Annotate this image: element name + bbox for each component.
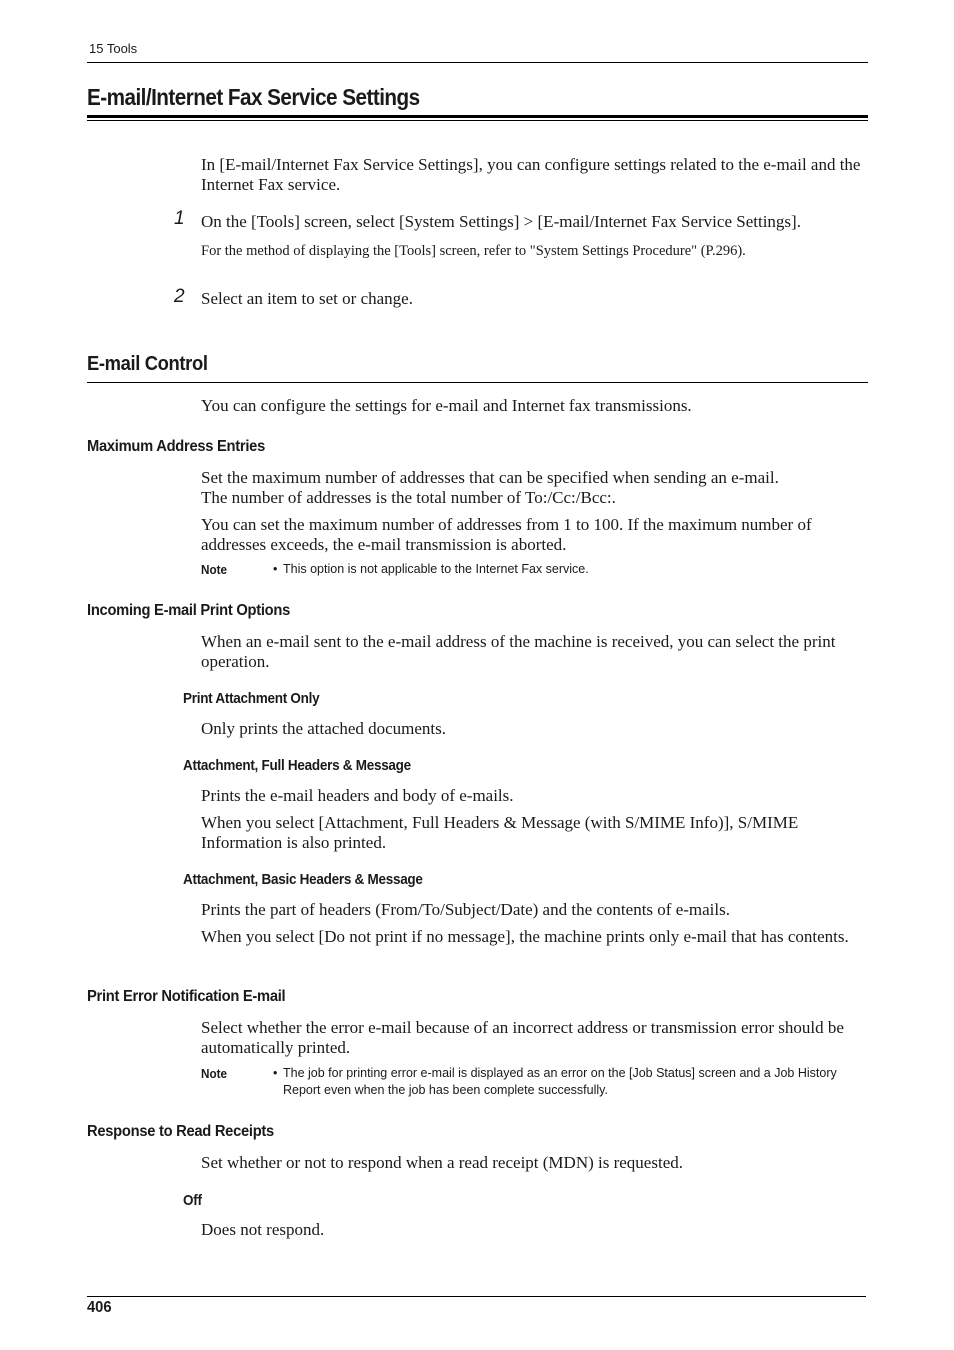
paragraph: Does not respond. [201,1220,325,1239]
section-divider [87,382,868,383]
step-number: 2 [174,286,185,307]
option-title: Attachment, Full Headers & Message [183,757,411,774]
paragraph: When you select [Attachment, Full Headers & Message (with S/MIME Info)], S/MIME Information is also printed. [201,813,799,852]
option-title: Off [183,1192,202,1209]
intro-paragraph: In [E-mail/Internet Fax Service Settings], you can configure settings related to the e-mail and the Internet Fax service. [201,155,861,194]
note-label: Note [201,562,228,577]
header-divider [87,62,868,63]
title-rule-thick [87,115,868,118]
paragraph: Prints the part of headers (From/To/Subject/Date) and the contents of e-mails. [201,900,730,919]
note-text [273,561,863,578]
note-line: This option is not applicable to the Internet Fax service. [283,562,589,576]
step-subtext: For the method of displaying the [Tools] screen, refer to "System Settings Procedure" (P.296). [201,243,746,259]
section-title: E-mail Control [87,353,208,375]
note-line: The job for printing error e-mail is displayed as an error on the [Job Status] screen and a Job History [283,1066,837,1080]
paragraph: Only prints the attached documents. [201,719,447,738]
page-number: 406 [87,1299,112,1316]
running-header: 15 Tools [89,41,138,56]
subsection-title: Response to Read Receipts [87,1123,274,1140]
step-number: 1 [174,208,185,229]
subsection-title: Print Error Notification E-mail [87,988,286,1005]
paragraph: You can set the maximum number of addresses from 1 to 100. If the maximum number of addresses exceeds, the e-mail transmission is aborted. [201,515,812,554]
paragraph: Set whether or not to respond when a read receipt (MDN) is requested. [201,1153,683,1172]
step-text: On the [Tools] screen, select [System Settings] > [E-mail/Internet Fax Service Settings]. [201,212,801,231]
title-rule-thin [87,120,868,121]
paragraph: Prints the e-mail headers and body of e-mails. [201,786,514,805]
paragraph-line: Set the maximum number of addresses that can be specified when sending an e-mail. [201,468,779,487]
paragraph: When an e-mail sent to the e-mail address of the machine is received, you can select the print operation. [201,632,836,671]
option-title: Attachment, Basic Headers & Message [183,871,423,888]
paragraph: Select whether the error e-mail because of an incorrect address or transmission error should be automatically printed. [201,1018,844,1057]
paragraph-line: The number of addresses is the total number of To:/Cc:/Bcc:. [201,487,616,507]
paragraph [201,468,866,507]
option-title: Print Attachment Only [183,690,320,707]
step-text: Select an item to set or change. [201,289,413,308]
bullet-icon: • [273,1066,278,1080]
subsection-title: Maximum Address Entries [87,438,265,455]
footer-divider [87,1296,866,1297]
subsection-title: Incoming E-mail Print Options [87,602,291,619]
note-text [273,1065,863,1099]
section-intro: You can configure the settings for e-mail and Internet fax transmissions. [201,396,692,415]
paragraph: When you select [Do not print if no message], the machine prints only e-mail that has contents. [201,927,849,946]
bullet-icon: • [273,562,278,576]
note-label: Note [201,1066,228,1081]
page-title: E-mail/Internet Fax Service Settings [87,84,420,110]
note-line: Report even when the job has been complete successfully. [283,1083,608,1097]
